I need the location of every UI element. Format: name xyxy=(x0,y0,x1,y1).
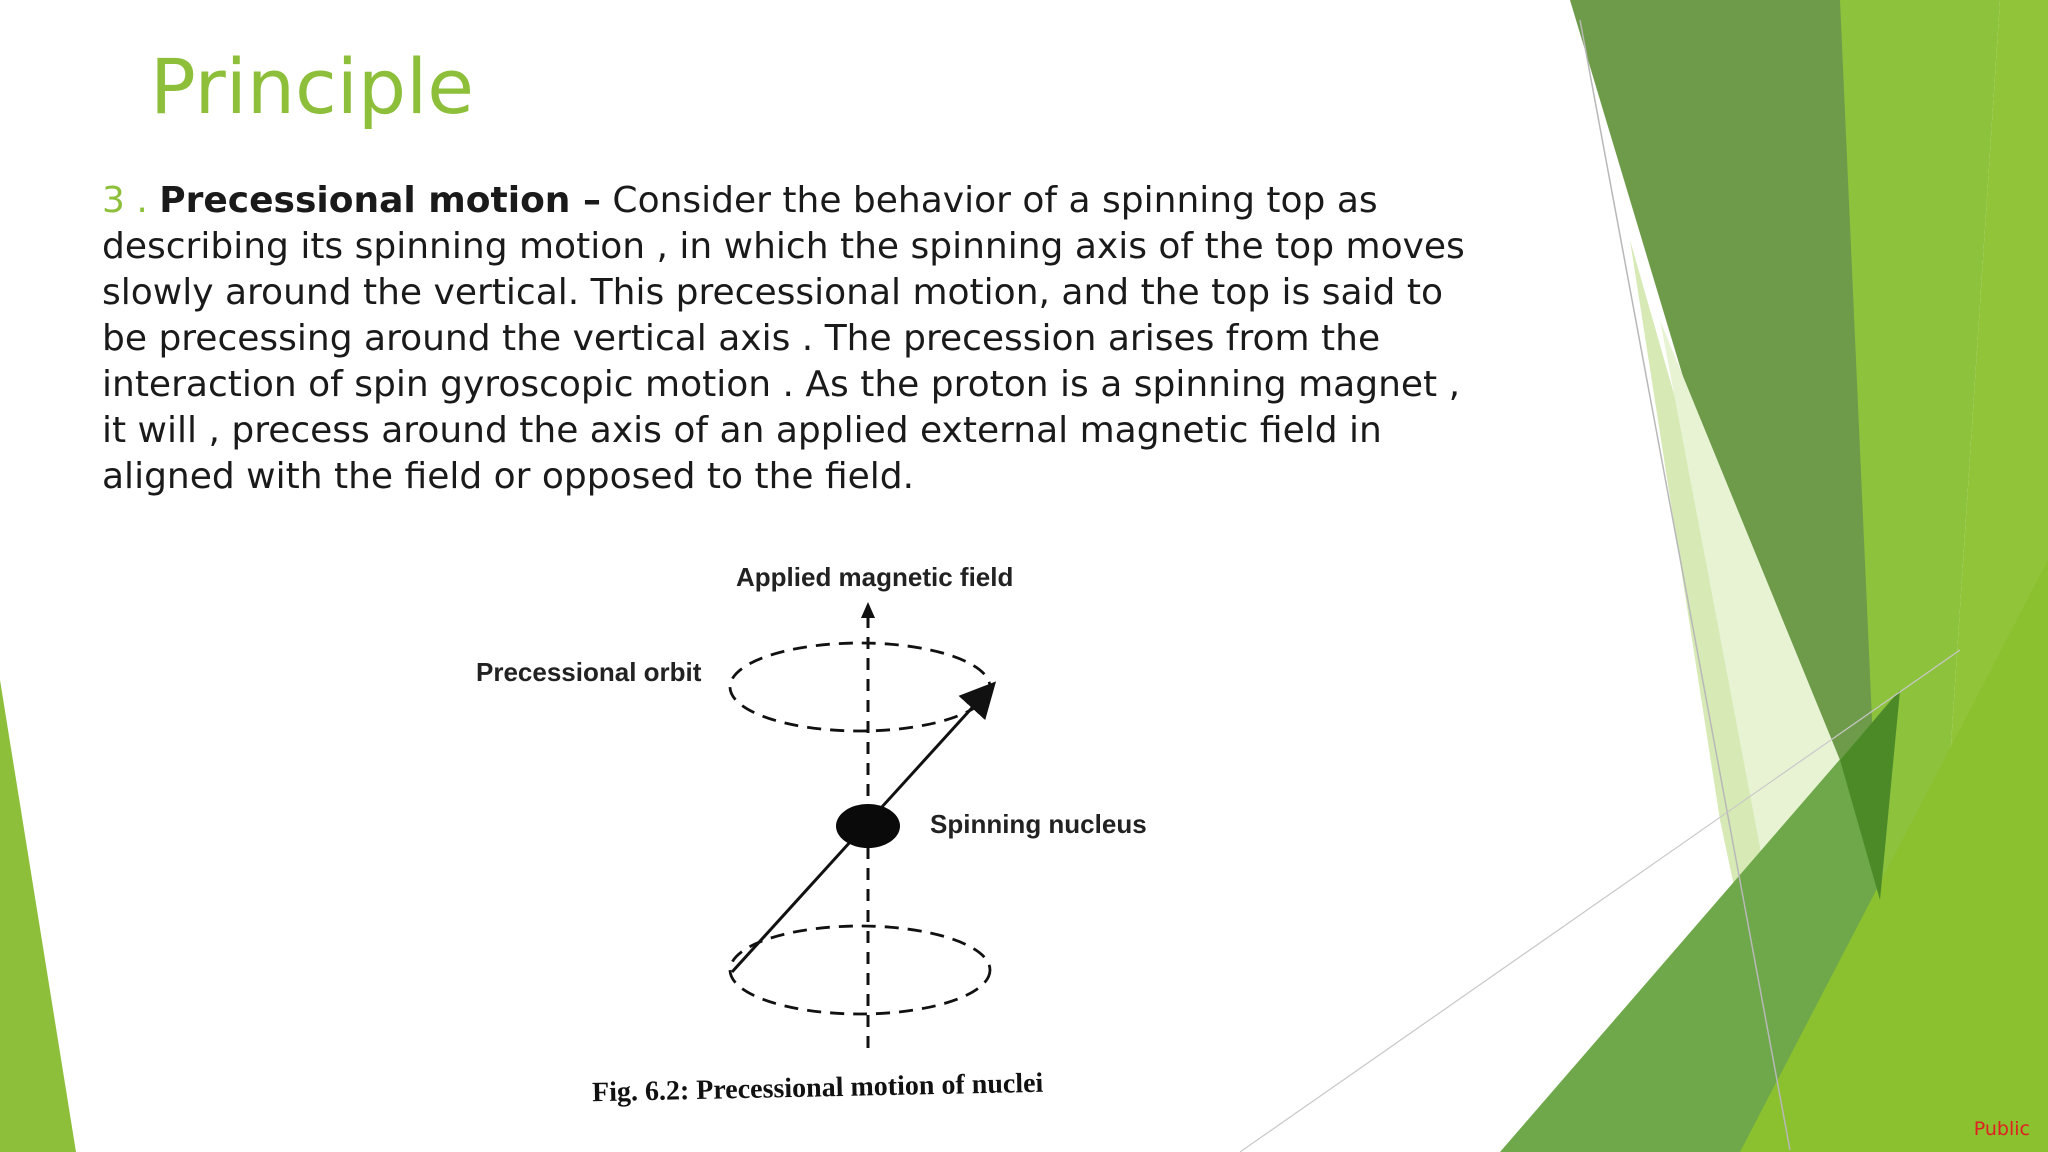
label-spinning-nucleus: Spinning nucleus xyxy=(930,809,1147,839)
precession-diagram xyxy=(460,548,1160,1128)
point-term: Precessional motion – xyxy=(159,180,601,221)
principle-body-text xyxy=(102,178,1482,500)
spinning-nucleus xyxy=(836,804,900,848)
precessional-orbit-bottom xyxy=(730,926,990,1014)
precessional-orbit-top xyxy=(730,643,990,731)
bg-shape-left-sliver xyxy=(0,680,76,1152)
classification-label: Public xyxy=(1973,1118,2030,1140)
label-precessional-orbit: Precessional orbit xyxy=(476,657,702,687)
point-number: 3 . xyxy=(102,180,148,221)
point-description: Consider the behavior of a spinning top as describing its spinning motion , in which the spinning axis of the top moves slowly around the vertical. This precessional motion, and the top is said to be precessing around the vertical axis . The precession arises from the interaction of spin gyroscopic motion . As the proton is a spinning magnet , it will , precess around the axis of an applied external magnetic field in aligned with the field or opposed to the field. xyxy=(102,180,1465,497)
label-applied-field: Applied magnetic field xyxy=(736,562,1014,592)
field-axis-arrowhead xyxy=(861,602,875,618)
figure-caption: Fig. 6.2: Precessional motion of nuclei xyxy=(591,1067,1044,1109)
slide-title: Principle xyxy=(150,42,475,131)
